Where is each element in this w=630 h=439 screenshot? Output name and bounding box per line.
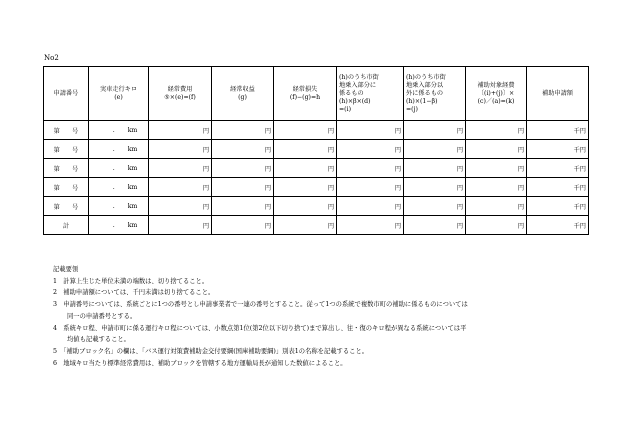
header-target-cost	[466, 67, 527, 121]
header-loss-line-1: 経常損失	[292, 85, 318, 93]
header-target-line-2: 〔(i)+(j)〕×	[477, 89, 515, 97]
header-mileage-line-1: 実車走行キロ	[99, 85, 138, 93]
cell-mileage[interactable]	[89, 197, 149, 216]
cell-urban[interactable]: 円	[337, 159, 404, 178]
header-nonurban-line-2: 地乗入部分以	[406, 81, 444, 89]
cell-cost[interactable]: 円	[149, 159, 212, 178]
document-number: No2	[44, 54, 59, 62]
notes-title: 記載要領	[53, 266, 79, 273]
table-row	[44, 197, 589, 216]
mileage-unit: km	[127, 183, 138, 191]
table-row	[44, 121, 589, 140]
table-row	[44, 140, 589, 159]
header-target-line-3: (c)／(a)=(k)	[477, 97, 515, 105]
note-item-4: 4 系統キロ程、申請市町に係る運行キロ程については、小数点第1位(第2位以下切り捨て)まで算出し、往・復のキロ程が異なる系統については平	[53, 324, 467, 332]
cell-non-urban[interactable]: 円	[404, 159, 466, 178]
header-urban-line-5: =(i)	[339, 105, 351, 113]
cell-loss[interactable]: 円	[274, 178, 337, 197]
mileage-unit: km	[127, 202, 138, 210]
cell-subsidy[interactable]: 千円	[527, 121, 589, 140]
mileage-unit: km	[127, 164, 138, 172]
header-nonurban-line-3: 外に係るもの	[406, 89, 444, 97]
cell-loss[interactable]: 円	[274, 121, 337, 140]
cell-revenue[interactable]: 円	[212, 140, 274, 159]
table-row	[44, 216, 589, 235]
cell-target[interactable]: 円	[466, 159, 527, 178]
header-subsidy-amount: 補助申請額	[527, 67, 589, 121]
mileage-unit: km	[127, 221, 138, 229]
header-nonurban-line-4: (h)×(1−β)	[406, 97, 438, 105]
cell-mileage[interactable]	[89, 159, 149, 178]
cell-cost[interactable]: 円	[149, 216, 212, 235]
mileage-decimal-point: .	[112, 183, 115, 191]
cell-loss[interactable]: 円	[274, 216, 337, 235]
cell-mileage[interactable]	[89, 121, 149, 140]
cell-non-urban[interactable]: 円	[404, 197, 466, 216]
cell-target[interactable]: 円	[466, 121, 527, 140]
header-row	[44, 67, 589, 121]
header-mileage	[89, 67, 149, 121]
cell-target[interactable]: 円	[466, 178, 527, 197]
cell-subsidy[interactable]: 千円	[527, 140, 589, 159]
header-non-urban-portion	[404, 67, 466, 121]
header-loss-line-2: (f)−(g)=h	[289, 93, 321, 101]
note-item-5: 5 「補助ブロック名」の欄は、「バス運行対策費補助金交付要綱(国庫補助要綱)」別表1の名称を記載すること。	[53, 347, 369, 355]
header-target-line-1: 補助対象経費	[477, 81, 515, 89]
mileage-decimal-point: .	[112, 126, 115, 134]
cell-urban[interactable]: 円	[337, 216, 404, 235]
mileage-decimal-point: .	[112, 145, 115, 153]
cell-urban[interactable]: 円	[337, 197, 404, 216]
cell-revenue[interactable]: 円	[212, 121, 274, 140]
cell-subsidy[interactable]: 千円	[527, 197, 589, 216]
header-revenue-line-2: (g)	[238, 93, 247, 101]
cell-loss[interactable]: 円	[274, 197, 337, 216]
cell-application-number: 計	[44, 216, 89, 235]
header-loss	[274, 67, 337, 121]
cell-subsidy[interactable]: 千円	[527, 178, 589, 197]
cell-revenue[interactable]: 円	[212, 178, 274, 197]
header-revenue	[212, 67, 274, 121]
cell-loss[interactable]: 円	[274, 159, 337, 178]
cell-target[interactable]: 円	[466, 140, 527, 159]
header-cost-line-2: ⑤×(e)=(f)	[164, 93, 196, 101]
note-item-6: 6 地域キロ当たり標準経常費用は、補助ブロックを管轄する地方運輸局長が通知した数値によること。	[53, 359, 347, 367]
cell-revenue[interactable]: 円	[212, 216, 274, 235]
cell-cost[interactable]: 円	[149, 121, 212, 140]
cell-urban[interactable]: 円	[337, 140, 404, 159]
header-mileage-line-2: (e)	[114, 93, 123, 101]
note-item-2: 2 補助申請額については、千円未満は切り捨てること。	[53, 289, 215, 297]
header-nonurban-line-1: (h)のうち市街	[406, 73, 446, 81]
note-item-3: 3 申請番号については、系統ごとに1つの番号とし申請事業者で一連の番号とすること。従って1つの系統で複数市町の補助に係るものについては	[53, 301, 468, 309]
cell-mileage[interactable]	[89, 216, 149, 235]
header-cost-line-1: 経常費用	[167, 85, 193, 93]
note-item-1: 1 計算上生じた単位未満の端数は、切り捨てること。	[53, 277, 209, 285]
cell-urban[interactable]: 円	[337, 121, 404, 140]
header-revenue-line-1: 経常収益	[230, 85, 255, 93]
note-item-3-cont: 同一の申請番号とする。	[67, 312, 137, 320]
cell-non-urban[interactable]: 円	[404, 140, 466, 159]
mileage-decimal-point: .	[112, 221, 115, 229]
cell-mileage[interactable]	[89, 178, 149, 197]
cell-non-urban[interactable]: 円	[404, 216, 466, 235]
cell-non-urban[interactable]: 円	[404, 178, 466, 197]
mileage-decimal-point: .	[112, 202, 115, 210]
cell-cost[interactable]: 円	[149, 197, 212, 216]
cell-revenue[interactable]: 円	[212, 159, 274, 178]
header-urban-line-4: (h)×β×(d)	[339, 97, 371, 105]
filling-instructions	[53, 264, 593, 369]
header-cost	[149, 67, 212, 121]
cell-subsidy[interactable]: 千円	[527, 159, 589, 178]
header-urban-line-2: 地乗入部分に	[339, 81, 377, 89]
cell-non-urban[interactable]: 円	[404, 121, 466, 140]
mileage-unit: km	[127, 145, 138, 153]
header-urban-line-3: 係るもの	[339, 89, 364, 97]
table-row	[44, 159, 589, 178]
cell-application-number: 第 号	[44, 197, 89, 216]
cell-subsidy[interactable]: 千円	[527, 216, 589, 235]
mileage-unit: km	[127, 126, 138, 134]
cell-revenue[interactable]: 円	[212, 197, 274, 216]
cell-application-number: 第 号	[44, 140, 89, 159]
cell-urban[interactable]: 円	[337, 178, 404, 197]
note-item-4-cont: 均値も記載すること。	[67, 336, 130, 344]
header-urban-line-1: (h)のうち市街	[339, 73, 379, 81]
cell-application-number: 第 号	[44, 121, 89, 140]
cell-cost[interactable]: 円	[149, 140, 212, 159]
header-application-number: 申請番号	[44, 67, 89, 121]
table-row	[44, 178, 589, 197]
subsidy-application-table	[43, 66, 589, 235]
cell-target[interactable]: 円	[466, 197, 527, 216]
cell-loss[interactable]: 円	[274, 140, 337, 159]
mileage-decimal-point: .	[112, 164, 115, 172]
cell-target[interactable]: 円	[466, 216, 527, 235]
header-nonurban-line-5: =(j)	[406, 105, 418, 113]
cell-application-number: 第 号	[44, 159, 89, 178]
header-urban-portion	[337, 67, 404, 121]
cell-application-number: 第 号	[44, 178, 89, 197]
cell-cost[interactable]: 円	[149, 178, 212, 197]
cell-mileage[interactable]	[89, 140, 149, 159]
